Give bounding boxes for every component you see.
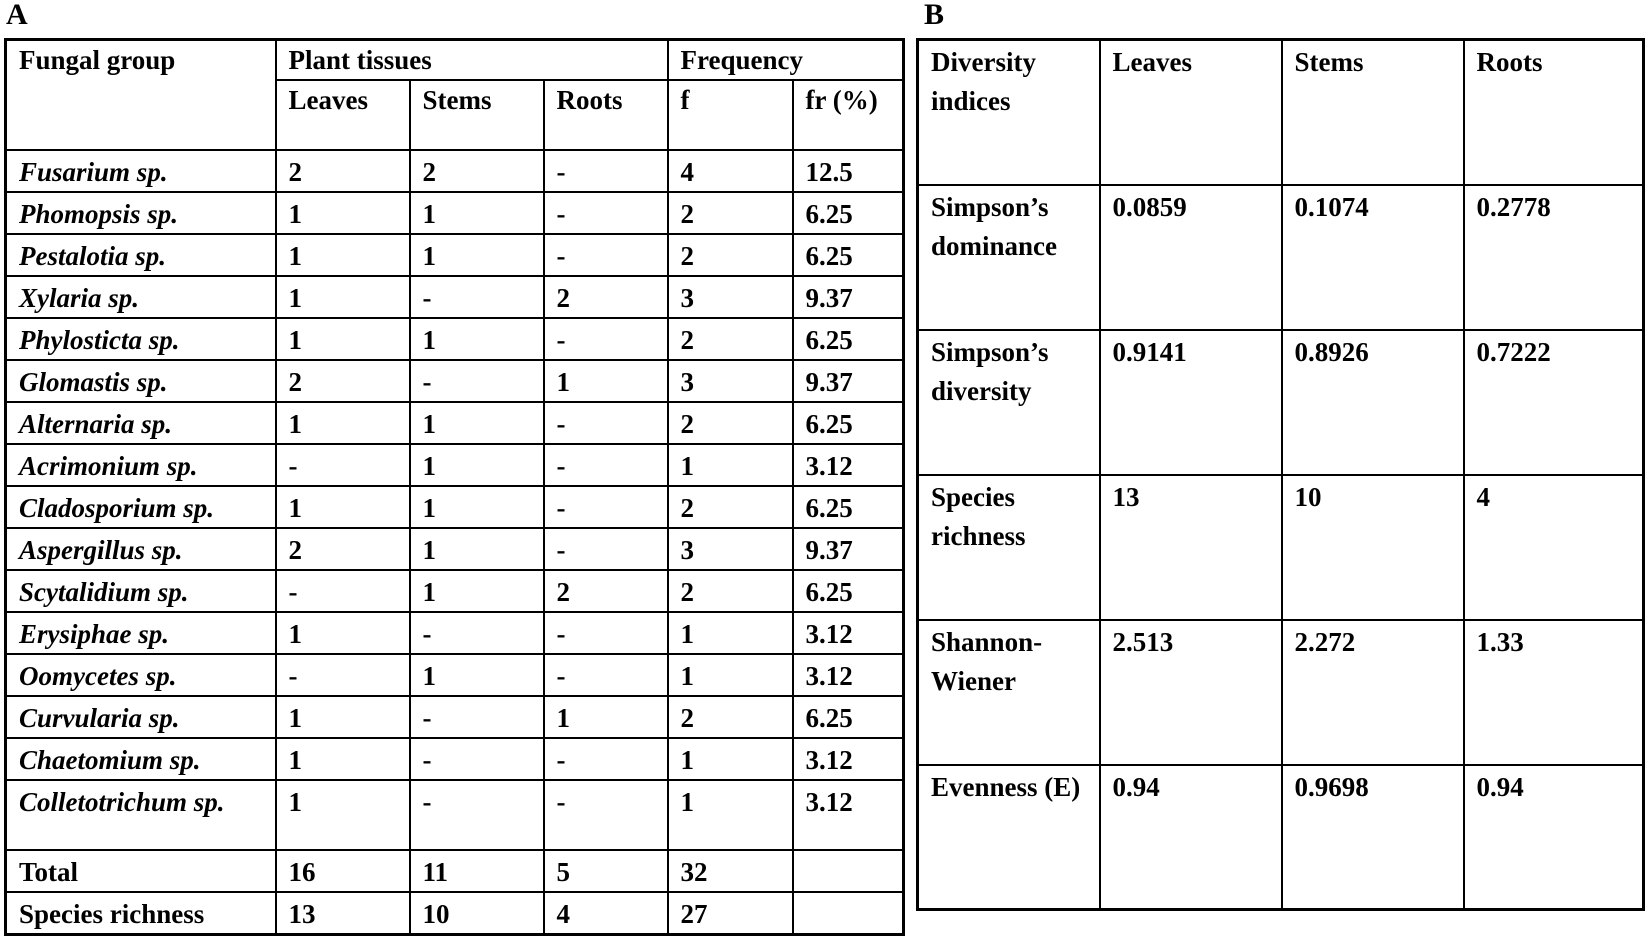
header-leaves: Leaves <box>276 80 410 150</box>
leaves-cell: - <box>276 654 410 696</box>
fr-cell <box>793 850 904 892</box>
fr-cell: 3.12 <box>793 612 904 654</box>
header-stems: Stems <box>410 80 544 150</box>
stems-cell: 0.9698 <box>1282 765 1464 910</box>
leaves-cell: 1 <box>276 612 410 654</box>
table-row <box>6 738 904 780</box>
leaves-cell: 0.0859 <box>1100 185 1282 330</box>
leaves-cell: 1 <box>276 780 410 850</box>
fungal-group-cell: Scytalidium sp. <box>6 570 276 612</box>
fungal-group-cell: Oomycetes sp. <box>6 654 276 696</box>
fungal-frequency-table <box>4 38 905 936</box>
f-cell: 2 <box>668 318 793 360</box>
leaves-cell: 2 <box>276 360 410 402</box>
stems-cell: 0.8926 <box>1282 330 1464 475</box>
fungal-group-cell: Glomastis sp. <box>6 360 276 402</box>
fr-cell: 3.12 <box>793 444 904 486</box>
roots-cell: - <box>544 528 668 570</box>
fungal-group-cell: Acrimonium sp. <box>6 444 276 486</box>
stems-cell: - <box>410 696 544 738</box>
stems-cell: 10 <box>1282 475 1464 620</box>
header-leaves: Leaves <box>1100 40 1282 185</box>
header-roots: Roots <box>544 80 668 150</box>
leaves-cell: 13 <box>1100 475 1282 620</box>
roots-cell: - <box>544 738 668 780</box>
f-cell: 1 <box>668 612 793 654</box>
stems-cell: 0.1074 <box>1282 185 1464 330</box>
stems-cell: 1 <box>410 486 544 528</box>
table-row <box>918 475 1644 620</box>
leaves-cell: 1 <box>276 738 410 780</box>
roots-cell: - <box>544 234 668 276</box>
table-row <box>6 570 904 612</box>
table-row <box>6 696 904 738</box>
leaves-cell: 2 <box>276 528 410 570</box>
table-row <box>6 654 904 696</box>
roots-cell: - <box>544 444 668 486</box>
f-cell: 4 <box>668 150 793 192</box>
stems-cell: 1 <box>410 444 544 486</box>
stems-cell: 1 <box>410 234 544 276</box>
fungal-group-cell: Total <box>6 850 276 892</box>
fungal-group-cell: Aspergillus sp. <box>6 528 276 570</box>
stems-cell: - <box>410 780 544 850</box>
fr-cell: 12.5 <box>793 150 904 192</box>
fr-cell: 6.25 <box>793 318 904 360</box>
fr-cell: 9.37 <box>793 528 904 570</box>
total-row <box>6 850 904 892</box>
table-row <box>6 234 904 276</box>
header-f: f <box>668 80 793 150</box>
f-cell: 2 <box>668 486 793 528</box>
header-frequency: Frequency <box>668 40 904 81</box>
f-cell: 3 <box>668 276 793 318</box>
leaves-cell: 0.94 <box>1100 765 1282 910</box>
table-row <box>6 780 904 850</box>
fungal-group-cell: Curvularia sp. <box>6 696 276 738</box>
table-row <box>6 402 904 444</box>
f-cell: 1 <box>668 444 793 486</box>
table-row <box>6 318 904 360</box>
leaves-cell: 1 <box>276 318 410 360</box>
stems-cell: 2 <box>410 150 544 192</box>
fr-cell: 6.25 <box>793 234 904 276</box>
f-cell: 2 <box>668 234 793 276</box>
f-cell: 3 <box>668 528 793 570</box>
stems-cell: 1 <box>410 402 544 444</box>
fr-cell: 9.37 <box>793 276 904 318</box>
header-plant-tissues: Plant tissues <box>276 40 668 81</box>
fr-cell: 3.12 <box>793 738 904 780</box>
leaves-cell: 1 <box>276 696 410 738</box>
diversity-index-cell: Shannon-Wiener <box>918 620 1100 765</box>
roots-cell: 2 <box>544 570 668 612</box>
fungal-group-cell: Phomopsis sp. <box>6 192 276 234</box>
fungal-group-cell: Phylosticta sp. <box>6 318 276 360</box>
stems-cell: 1 <box>410 654 544 696</box>
fungal-group-cell: Chaetomium sp. <box>6 738 276 780</box>
f-cell: 27 <box>668 892 793 935</box>
fungal-group-cell: Pestalotia sp. <box>6 234 276 276</box>
leaves-cell: 1 <box>276 486 410 528</box>
roots-cell: - <box>544 780 668 850</box>
leaves-cell: 2 <box>276 150 410 192</box>
fungal-group-cell: Colletotrichum sp. <box>6 780 276 850</box>
table-row <box>6 276 904 318</box>
leaves-cell: 13 <box>276 892 410 935</box>
roots-cell: 1.33 <box>1464 620 1644 765</box>
leaves-cell: - <box>276 444 410 486</box>
fr-cell: 6.25 <box>793 402 904 444</box>
leaves-cell: 1 <box>276 276 410 318</box>
stems-cell: 1 <box>410 192 544 234</box>
leaves-cell: 16 <box>276 850 410 892</box>
leaves-cell: 1 <box>276 192 410 234</box>
roots-cell: 0.7222 <box>1464 330 1644 475</box>
table-row <box>6 486 904 528</box>
fungal-group-cell: Species richness <box>6 892 276 935</box>
header-roots: Roots <box>1464 40 1644 185</box>
table-row <box>6 528 904 570</box>
stems-cell: 11 <box>410 850 544 892</box>
stems-cell: 1 <box>410 528 544 570</box>
roots-cell: - <box>544 402 668 444</box>
fr-cell: 6.25 <box>793 570 904 612</box>
diversity-indices-table <box>916 38 1645 911</box>
roots-cell: 5 <box>544 850 668 892</box>
diversity-index-cell: Simpson’s dominance <box>918 185 1100 330</box>
roots-cell: - <box>544 654 668 696</box>
header-stems: Stems <box>1282 40 1464 185</box>
fungal-group-cell: Xylaria sp. <box>6 276 276 318</box>
fr-cell: 3.12 <box>793 654 904 696</box>
roots-cell: - <box>544 612 668 654</box>
f-cell: 1 <box>668 738 793 780</box>
roots-cell: 4 <box>544 892 668 935</box>
leaves-cell: 0.9141 <box>1100 330 1282 475</box>
species-richness-row <box>6 892 904 935</box>
leaves-cell: 1 <box>276 234 410 276</box>
roots-cell: 4 <box>1464 475 1644 620</box>
leaves-cell: - <box>276 570 410 612</box>
fungal-group-cell: Alternaria sp. <box>6 402 276 444</box>
fr-cell: 6.25 <box>793 486 904 528</box>
header-fungal-group: Fungal group <box>6 40 276 151</box>
stems-cell: 10 <box>410 892 544 935</box>
stems-cell: 2.272 <box>1282 620 1464 765</box>
f-cell: 3 <box>668 360 793 402</box>
roots-cell: 2 <box>544 276 668 318</box>
fr-cell: 6.25 <box>793 192 904 234</box>
table-row <box>6 444 904 486</box>
header-fr: fr (%) <box>793 80 904 150</box>
table-row <box>6 192 904 234</box>
diversity-index-cell: Simpson’s diversity <box>918 330 1100 475</box>
panel-b-label: B <box>924 0 945 31</box>
diversity-index-cell: Species richness <box>918 475 1100 620</box>
leaves-cell: 1 <box>276 402 410 444</box>
roots-cell: - <box>544 192 668 234</box>
f-cell: 2 <box>668 696 793 738</box>
f-cell: 2 <box>668 402 793 444</box>
f-cell: 32 <box>668 850 793 892</box>
table-row <box>918 330 1644 475</box>
header-diversity-indices: Diversity indices <box>918 40 1100 185</box>
f-cell: 2 <box>668 192 793 234</box>
table-row <box>6 612 904 654</box>
fr-cell: 6.25 <box>793 696 904 738</box>
stems-cell: - <box>410 360 544 402</box>
f-cell: 1 <box>668 654 793 696</box>
panel-a-label: A <box>6 0 28 31</box>
f-cell: 2 <box>668 570 793 612</box>
roots-cell: 0.2778 <box>1464 185 1644 330</box>
stems-cell: - <box>410 738 544 780</box>
table-row <box>6 150 904 192</box>
roots-cell: 1 <box>544 696 668 738</box>
stems-cell: 1 <box>410 570 544 612</box>
roots-cell: - <box>544 318 668 360</box>
table-row <box>6 360 904 402</box>
fr-cell: 3.12 <box>793 780 904 850</box>
table-row <box>918 185 1644 330</box>
leaves-cell: 2.513 <box>1100 620 1282 765</box>
table-row <box>918 765 1644 910</box>
diversity-index-cell: Evenness (E) <box>918 765 1100 910</box>
roots-cell: - <box>544 486 668 528</box>
table-row <box>918 620 1644 765</box>
fungal-group-cell: Fusarium sp. <box>6 150 276 192</box>
roots-cell: 1 <box>544 360 668 402</box>
roots-cell: 0.94 <box>1464 765 1644 910</box>
fr-cell: 9.37 <box>793 360 904 402</box>
fungal-group-cell: Erysiphae sp. <box>6 612 276 654</box>
roots-cell: - <box>544 150 668 192</box>
f-cell: 1 <box>668 780 793 850</box>
stems-cell: - <box>410 276 544 318</box>
fungal-group-cell: Cladosporium sp. <box>6 486 276 528</box>
stems-cell: 1 <box>410 318 544 360</box>
fr-cell <box>793 892 904 935</box>
stems-cell: - <box>410 612 544 654</box>
